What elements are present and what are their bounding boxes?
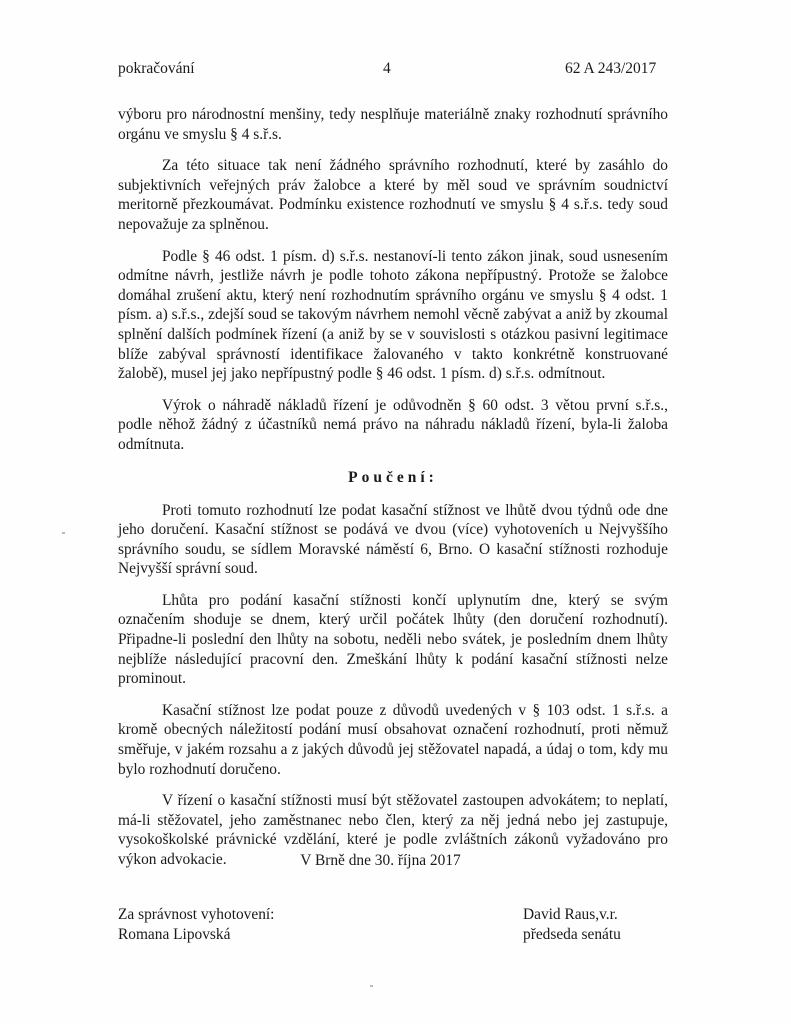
date-line — [0, 852, 791, 870]
signature-left-line1: Za správnost vyhotovení: — [118, 906, 275, 923]
paragraph-2: Za této situace tak není žádného správního rozhodnutí, které by zasáhlo do subjektivních veřejných práv žalobce a které by měl soud ve správním soudnictví meritorně přezkoumávat. Podmínku existence rozhodnutí ve smyslu § 4 s.ř.s. tedy soud nepovažuje za splněnou. — [118, 157, 668, 233]
signature-right-line2: předseda senátu — [523, 925, 621, 943]
signature-left-line2: Romana Lipovská — [118, 925, 231, 943]
scan-speck — [62, 532, 65, 534]
page-number: 4 — [383, 60, 391, 77]
section-heading: Poučení: — [348, 468, 438, 486]
signature-left — [118, 905, 274, 944]
instruction-2: Lhůta pro podání kasační stížnosti končí uplynutím dne, který se svým označením shoduje se dnem, který určil počátek lhůty (den doručení rozhodnutí). Připadne-li poslední den lhůty na sobotu, neděli nebo svátek, je posledním dnem lhůty nejblíže následující pracovní den. Zmeškání lhůty k podání kasační stížnosti nelze prominout. — [118, 591, 668, 688]
case-number: 62 A 243/2017 — [565, 60, 657, 77]
paragraph-3: Podle § 46 odst. 1 písm. d) s.ř.s. nestanoví-li tento zákon jinak, soud usnesením odmítne návrh, jestliže návrh je podle tohoto zákona nepřípustný. Protože se žalobce domáhal zrušení aktu, který není rozhodnutím správního orgánu ve smyslu § 4 odst. 1 písm. a) s.ř.s., zdejší soud se takovým návrhem nemohl věcně zabývat a aniž by zkoumal splnění dalších podmínek řízení (a aniž by se v souvislosti s otázkou pasivní legitimace blíže zabýval správností identifikace žalovaného v takto konkrétně konstruované žalobě), musel jej jako nepřípustný podle § 46 odst. 1 písm. d) s.ř.s. odmítnout. — [118, 247, 668, 383]
signature-right — [523, 905, 621, 944]
instruction-4: V řízení o kasační stížnosti musí být stěžovatel zastoupen advokátem; to neplatí, má-li stěžovatel, jeho zaměstnanec nebo člen, který za něj jedná nebo jej zastupuje, vysokoškolské právnické vzdělání, které je podle zvláštních zákonů vyžadováno pro výkon advokacie. — [118, 792, 668, 868]
paragraph-4: Výrok o náhradě nákladů řízení je odůvodněn § 60 odst. 3 větou první s.ř.s., podle něhož žádný z účastníků nemá právo na náhradu nákladů řízení, byla-li žaloba odmítnuta. — [118, 396, 668, 453]
page-header — [0, 60, 791, 84]
document-body — [118, 105, 668, 882]
instruction-3: Kasační stížnost lze podat pouze z důvodů uvedených v § 103 odst. 1 s.ř.s. a kromě obecných náležitostí podání musí obsahovat označení rozhodnutí, proti němuž směřuje, v jakém rozsahu a z jakých důvodů jej stěžovatel napadá, a údaj o tom, kdy mu bylo rozhodnutí doručeno. — [118, 701, 668, 778]
date-text: V Brně dne 30. října 2017 — [300, 852, 461, 869]
paragraph-1: výboru pro národnostní menšiny, tedy nesplňuje materiálně znaky rozhodnutí správního orgánu ve smyslu § 4 s.ř.s. — [118, 106, 668, 143]
scan-speck — [370, 985, 373, 987]
header-continuation: pokračování — [118, 60, 195, 77]
instruction-1: Proti tomuto rozhodnutí lze podat kasační stížnost ve lhůtě dvou týdnů ode dne jeho doručení. Kasační stížnost se podává ve dvou (více) vyhotoveních u Nejvyššího správního soudu, se sídlem Moravské náměstí 6, Brno. O kasační stížnosti rozhoduje Nejvyšší správní soud. — [118, 501, 668, 578]
signature-right-line1: David Raus,v.r. — [523, 906, 618, 923]
